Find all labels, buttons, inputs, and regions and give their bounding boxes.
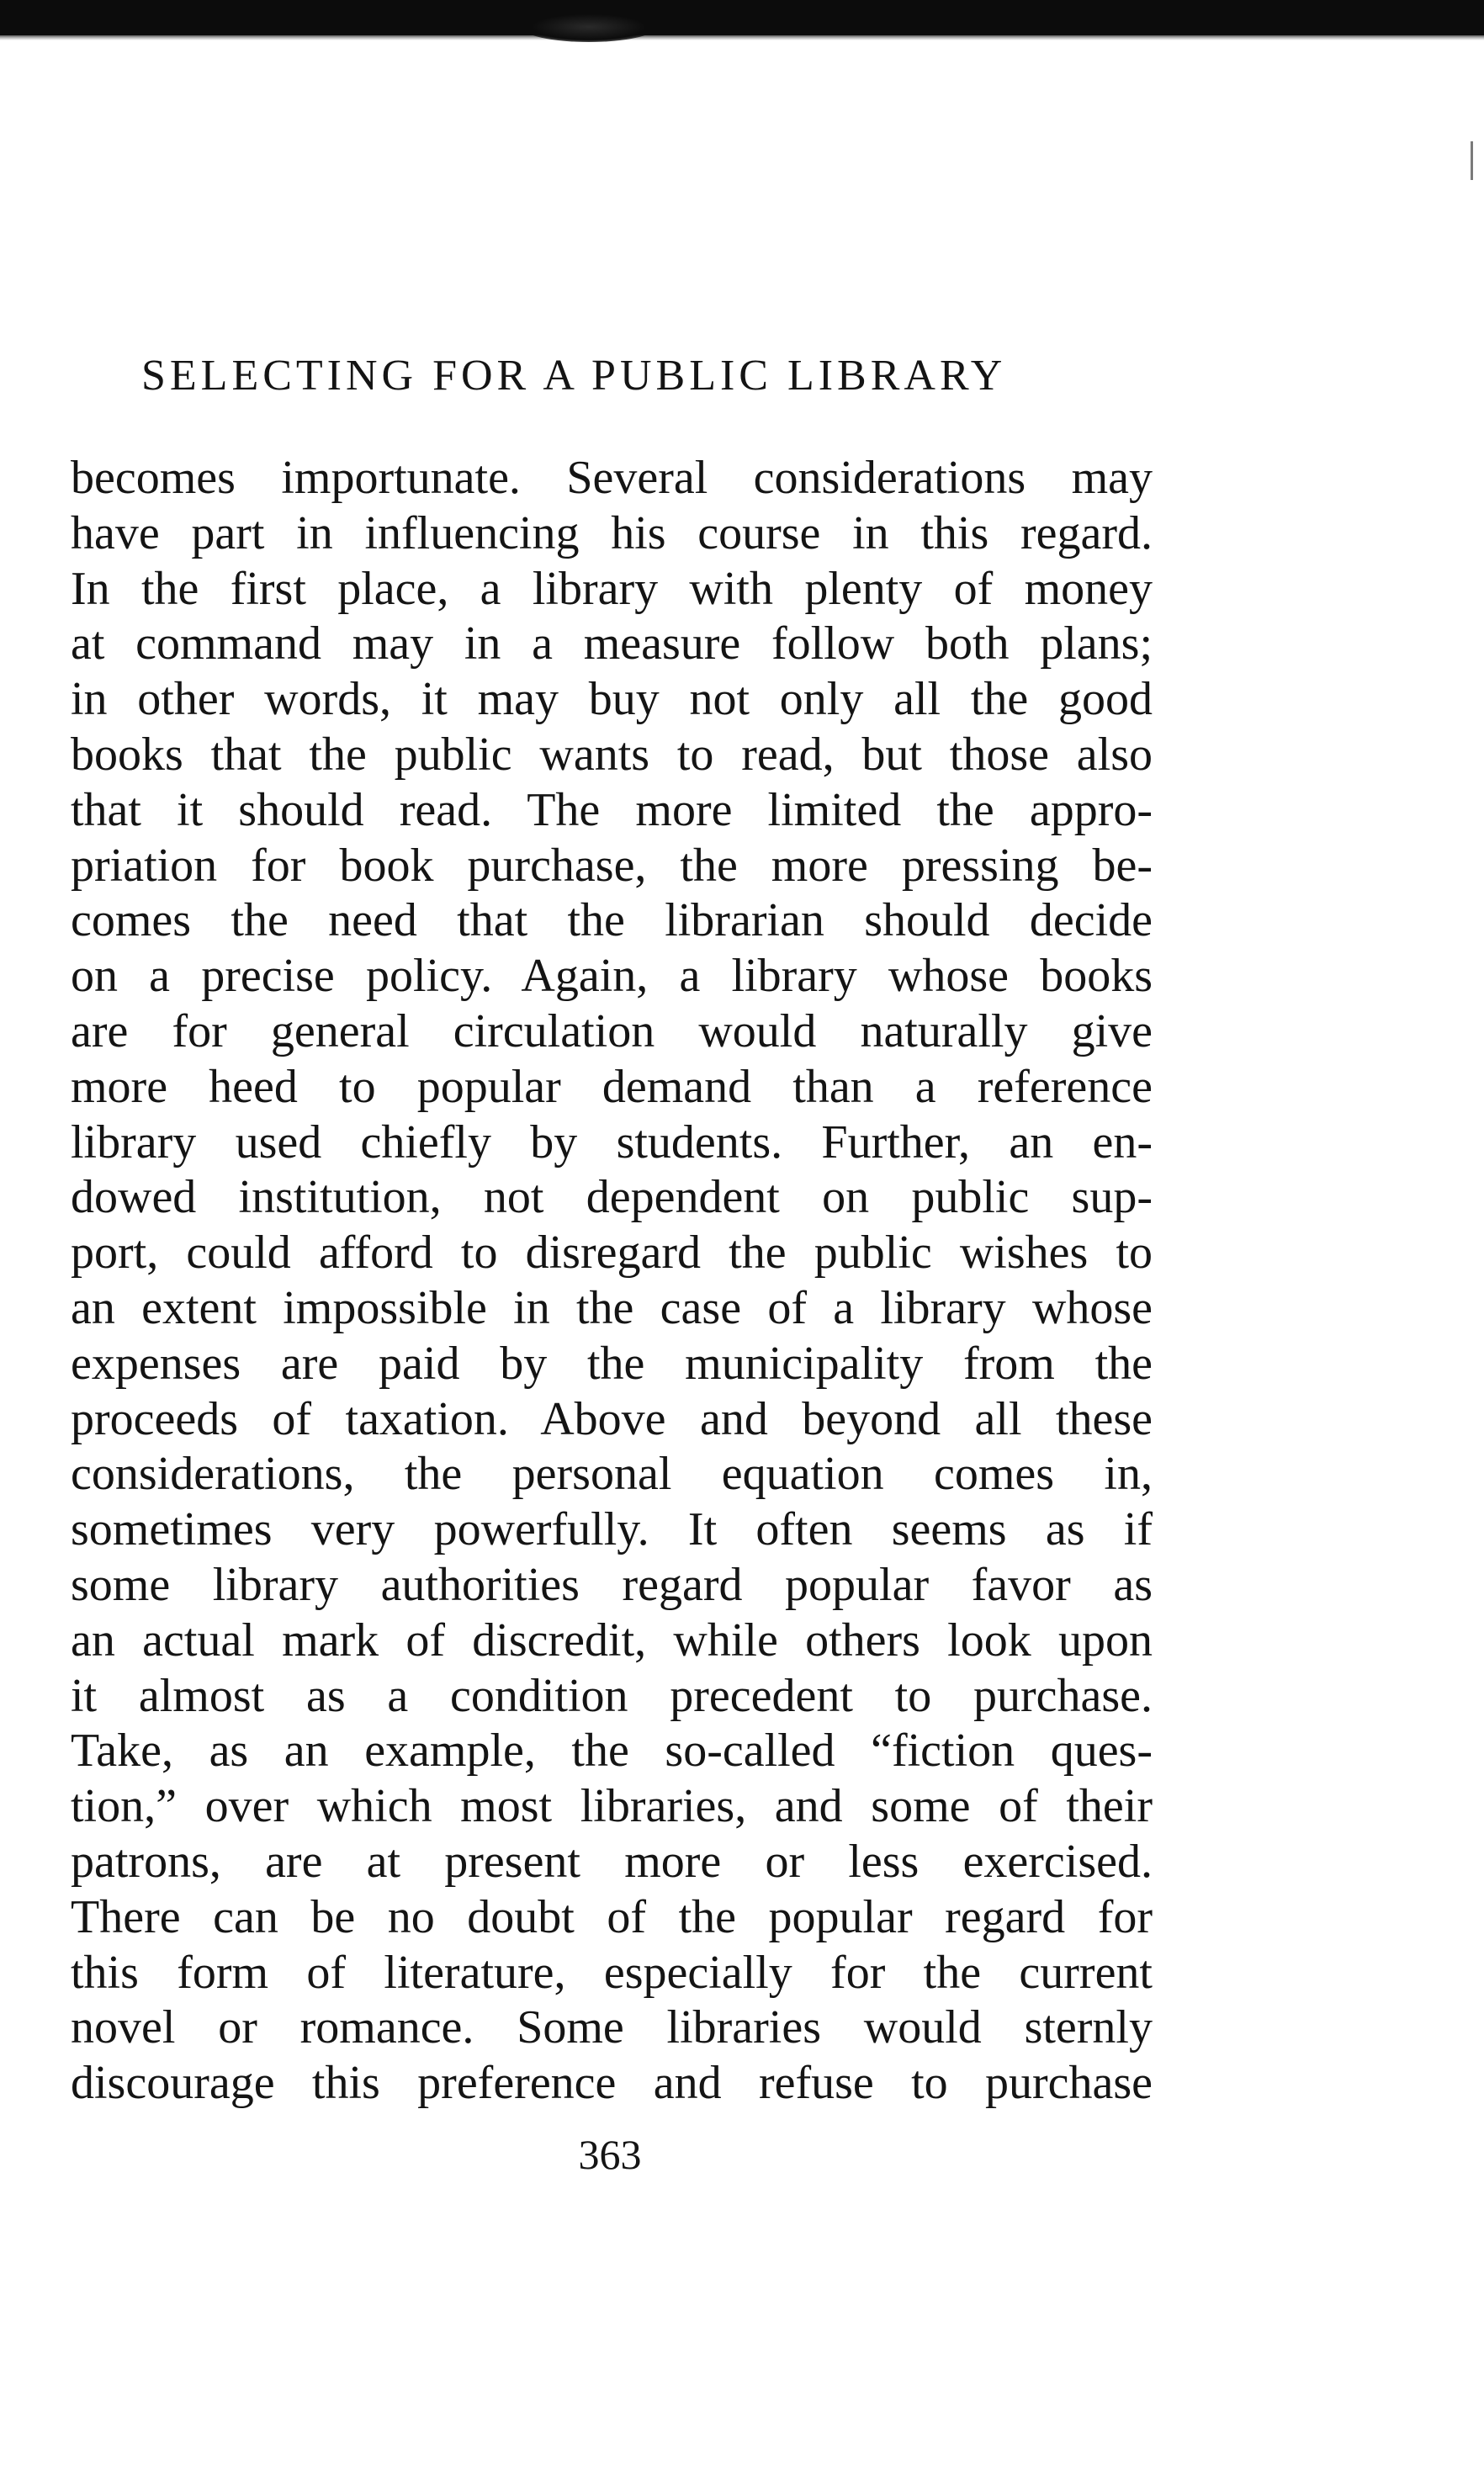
scan-top-edge-shadow xyxy=(0,35,1484,61)
text-line: considerations, the personal equation comes in, xyxy=(71,1448,1153,1501)
text-line: this form of literature, especially for the current xyxy=(71,1946,1153,1999)
text-line: an actual mark of discredit, while others look upon xyxy=(71,1614,1153,1667)
text-line: Take, as an example, the so-called “fiction ques- xyxy=(71,1725,1153,1778)
text-line: books that the public wants to read, but those also xyxy=(71,728,1153,781)
scan-smudge xyxy=(522,12,656,42)
text-line: sometimes very powerfully. It often seems as if xyxy=(71,1503,1153,1556)
text-line: port, could afford to disregard the public wishes to xyxy=(71,1227,1153,1280)
text-line: are for general circulation would naturally give xyxy=(71,1004,1153,1057)
margin-mark xyxy=(1471,141,1473,180)
text-line: proceeds of taxation. Above and beyond all these xyxy=(71,1392,1153,1445)
text-line: more heed to popular demand than a reference xyxy=(71,1060,1153,1113)
text-line: expenses are paid by the municipality from the xyxy=(71,1337,1153,1390)
text-line: novel or romance. Some libraries would sternly xyxy=(71,2001,1153,2054)
running-head: SELECTING FOR A PUBLIC LIBRARY xyxy=(141,352,1007,400)
text-line: In the first place, a library with plenty of money xyxy=(71,562,1153,615)
text-line: some library authorities regard popular favor as xyxy=(71,1558,1153,1611)
text-line: discourage this preference and refuse to purchase xyxy=(71,2057,1153,2110)
text-line: it almost as a condition precedent to purchase. xyxy=(71,1669,1153,1722)
page-number: 363 xyxy=(578,2131,642,2178)
text-line: patrons, are at present more or less exercised. xyxy=(71,1835,1153,1888)
text-line: There can be no doubt of the popular regard for xyxy=(71,1890,1153,1943)
text-line: an extent impossible in the case of a library whose xyxy=(71,1281,1153,1334)
text-line: on a precise policy. Again, a library whose books xyxy=(71,950,1153,1003)
body-text xyxy=(71,451,1153,2112)
text-line: dowed institution, not dependent on public sup- xyxy=(71,1171,1153,1224)
text-line: tion,” over which most libraries, and some of their xyxy=(71,1780,1153,1833)
text-line: priation for book purchase, the more pressing be- xyxy=(71,839,1153,892)
scan-top-edge xyxy=(0,0,1484,35)
text-line: comes the need that the librarian should decide xyxy=(71,894,1153,947)
text-line: that it should read. The more limited the appro- xyxy=(71,783,1153,836)
text-line: have part in influencing his course in this regard. xyxy=(71,506,1153,559)
text-line: library used chiefly by students. Further, an en- xyxy=(71,1115,1153,1168)
text-line: in other words, it may buy not only all the good xyxy=(71,673,1153,726)
text-line: becomes importunate. Several considerations may xyxy=(71,452,1153,504)
text-line: at command may in a measure follow both plans; xyxy=(71,617,1153,670)
